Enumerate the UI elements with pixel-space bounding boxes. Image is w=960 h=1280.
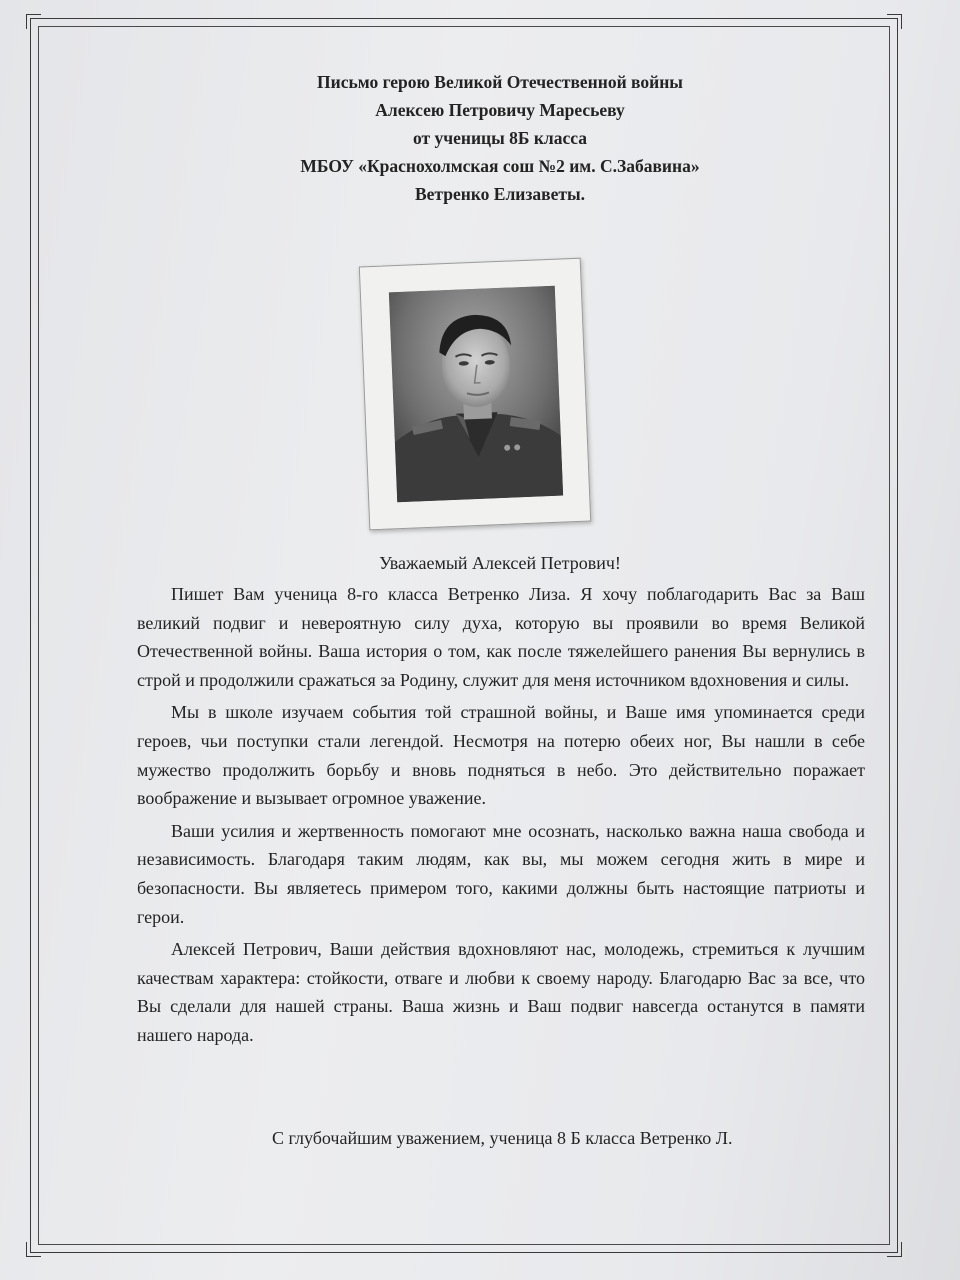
frame-corner-ornament <box>887 1242 902 1257</box>
letter-header <box>120 68 880 208</box>
letter-signature: С глубочайшим уважением, ученица 8 Б класса Ветренко Л. <box>272 1128 733 1148</box>
photo-mount <box>359 258 591 531</box>
frame-corner-ornament <box>26 14 41 29</box>
letter-paragraph: Алексей Петрович, Ваши действия вдохновляют нас, молодежь, стремиться к лучшим качествам характера: стойкости, отваге и любви к своему народу. Благодарю Вас за все, что Вы сделали для нашей страны. Ваша жизнь и Ваш подвиг навсегда останутся в памяти нашего народа. <box>137 939 865 1045</box>
header-line-sender-class: от ученицы 8Б класса <box>412 128 587 148</box>
letter-paragraph: Мы в школе изучаем события той страшной войны, и Ваше имя упоминается среди героев, чьи поступки стали легендой. Несмотря на потерю обеих ног, Вы нашли в себе мужество продолжить борьбу и вновь подняться в небо. Это действительно поражает воображение и вызывает огромное уважение. <box>137 702 865 809</box>
letter-greeting: Уважаемый Алексей Петрович! <box>379 553 621 573</box>
header-line-sender-name: Ветренко Елизаветы. <box>414 184 586 204</box>
letter-paragraph: Ваши усилия и жертвенность помогают мне осознать, насколько важна наша свобода и независимость. Благодаря таким людям, как вы, мы можем сегодня жить в мире и безопасности. Вы являетесь примером того, какими должны быть настоящие патриоты и герои. <box>137 820 865 927</box>
header-line-title: Письмо герою Великой Отечественной войны <box>317 72 683 92</box>
header-line-recipient: Алексею Петровичу Маресьеву <box>375 100 625 120</box>
portrait-photo-icon <box>389 286 563 502</box>
letter-body <box>137 580 865 1054</box>
frame-corner-ornament <box>887 14 902 29</box>
letter-paragraph: Пишет Вам ученица 8-го класса Ветренко Лиза. Я хочу поблагодарить Вас за Ваш великий подвиг и невероятную силу духа, которую вы проявили во время Великой Отечественной войны. Ваша история о том, как после тяжелейшего ранения Вы вернулись в строй и продолжили сражаться за Родину, служит для меня источником вдохновения и силы. <box>137 584 865 690</box>
header-line-school: МБОУ «Краснохолмская сош №2 им. С.Забавина» <box>300 156 700 176</box>
frame-corner-ornament <box>26 1242 41 1257</box>
